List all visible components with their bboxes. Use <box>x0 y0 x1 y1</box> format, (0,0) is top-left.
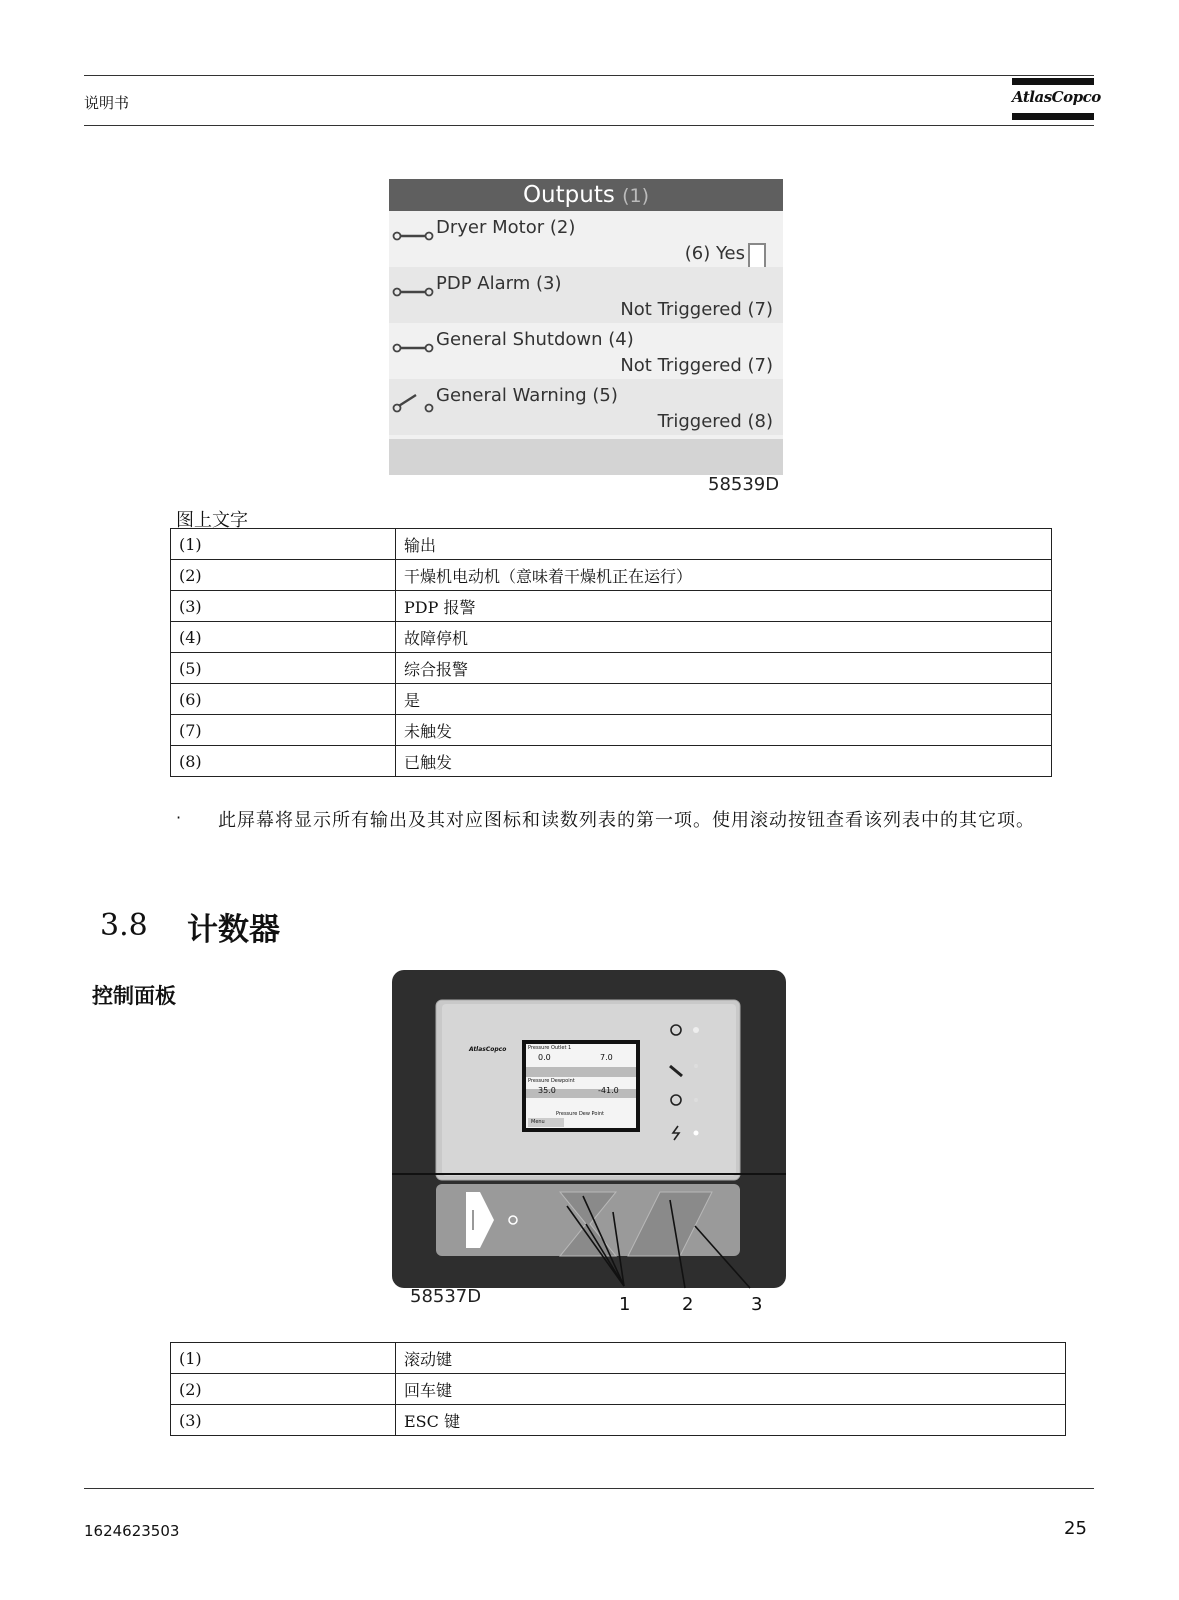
document-number: 1624623503 <box>84 1522 180 1540</box>
callout-label: 2 <box>682 1294 694 1315</box>
display-value: -41.0 <box>598 1086 619 1095</box>
header-bottom-rule <box>84 125 1094 126</box>
table-row: (3) ESC 键 <box>171 1405 1066 1436</box>
figure-id: 58539D <box>708 474 780 495</box>
closed-switch-icon <box>392 229 434 243</box>
display-label: Pressure Dewpoint <box>528 1078 575 1084</box>
page-number: 25 <box>1064 1518 1087 1539</box>
callout-label: 1 <box>619 1294 631 1315</box>
footer-rule <box>84 1488 1094 1489</box>
table-row: (1) 输出 <box>171 529 1052 560</box>
display-label: Pressure Outlet 1 <box>528 1045 572 1051</box>
atlas-copco-logo: AtlasCopco <box>1012 78 1094 124</box>
panel-logo: AtlasCopco <box>469 1046 507 1053</box>
output-row <box>389 323 783 379</box>
header-title: 说明书 <box>84 94 130 112</box>
control-panel-image <box>390 968 788 1311</box>
output-name: General Shutdown (4) <box>436 329 634 350</box>
output-row <box>389 379 783 435</box>
figure-caption: 图上文字 <box>176 510 248 531</box>
output-row <box>389 211 783 267</box>
output-value: Not Triggered (7) <box>620 299 773 320</box>
legend-table <box>170 528 1052 777</box>
table-row: (8) 已触发 <box>171 746 1052 777</box>
output-value: Not Triggered (7) <box>620 355 773 376</box>
display-value: 35.0 <box>538 1086 556 1095</box>
outputs-screen <box>389 179 783 475</box>
table-row: (4) 故障停机 <box>171 622 1052 653</box>
table-row: (6) 是 <box>171 684 1052 715</box>
closed-switch-icon <box>392 341 434 355</box>
subsection-title: 控制面板 <box>92 984 176 1008</box>
screen-title-bar <box>389 179 783 211</box>
bullet-text: 此屏幕将显示所有输出及其对应图标和读数列表的第一项。使用滚动按钮查看该列表中的其它项。 <box>218 810 1035 831</box>
table-row: (2) 回车键 <box>171 1374 1066 1405</box>
table-row: (2) 干燥机电动机（意味着干燥机正在运行） <box>171 560 1052 591</box>
table-row: (7) 未触发 <box>171 715 1052 746</box>
screen-title: Outputs <box>522 182 615 208</box>
display-value: 0.0 <box>538 1053 551 1062</box>
output-row <box>389 267 783 323</box>
table-row: (1) 滚动键 <box>171 1343 1066 1374</box>
display-menu: Menu <box>531 1119 545 1125</box>
output-name: General Warning (5) <box>436 385 618 406</box>
table-row: (5) 综合报警 <box>171 653 1052 684</box>
section-number: 3.8 <box>100 908 148 943</box>
header-top-rule <box>84 75 1094 76</box>
output-name: PDP Alarm (3) <box>436 273 562 294</box>
output-value: Triggered (8) <box>657 411 773 432</box>
table-row: (3) PDP 报警 <box>171 591 1052 622</box>
section-title: 计数器 <box>187 912 280 948</box>
figure-id: 58537D <box>410 1286 482 1307</box>
display-value: 7.0 <box>600 1053 613 1062</box>
display-status: Pressure Dew Point <box>556 1111 604 1117</box>
closed-switch-icon <box>392 285 434 299</box>
open-switch-icon <box>392 393 434 413</box>
output-name: Dryer Motor (2) <box>436 217 576 238</box>
bullet-marker: · <box>176 808 182 827</box>
callout-label: 3 <box>751 1294 763 1315</box>
output-value: (6) Yes <box>684 243 745 264</box>
screen-bottom-bar <box>389 439 783 475</box>
key-legend-table <box>170 1342 1066 1436</box>
screen-title-ref: (1) <box>622 185 650 207</box>
